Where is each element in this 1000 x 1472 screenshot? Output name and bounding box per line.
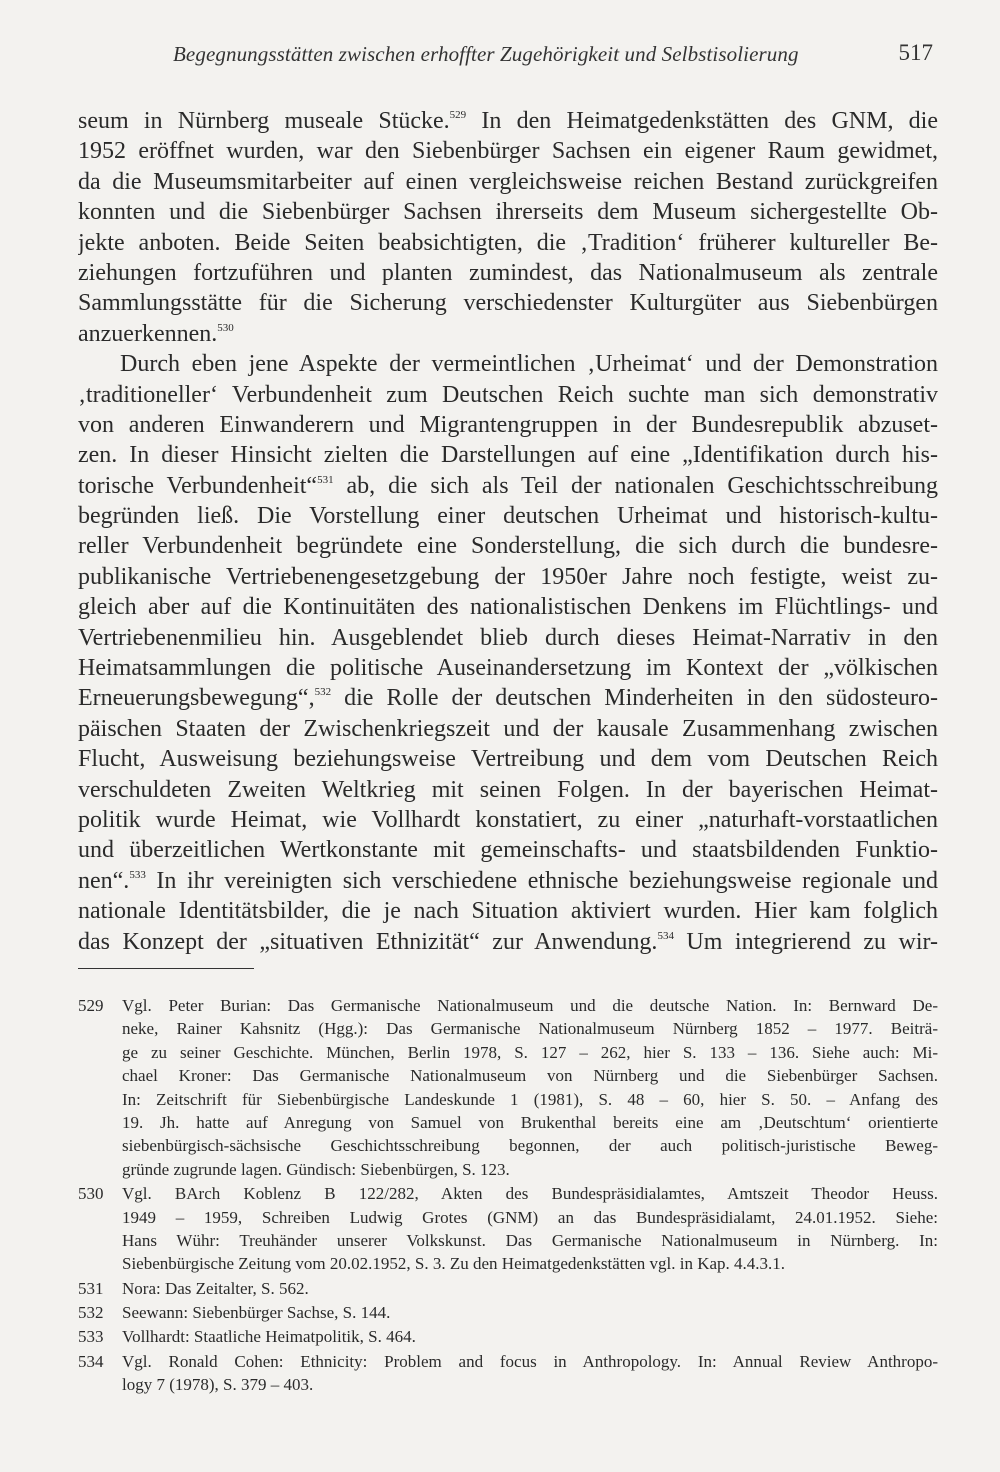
footnote-line: In: Zeitschrift für Siebenbürgische Landeskunde 1 (1981), S. 48 – 60, hier S. 50. – Anfang des: [122, 1089, 938, 1109]
footnote-ref[interactable]: 530: [217, 321, 234, 334]
footnote-line: neke, Rainer Kahsnitz (Hgg.): Das Germanische Nationalmuseum Nürnberg 1852 – 1977. Beiträ-: [122, 1019, 938, 1039]
text-line: seum in Nürnberg museale Stücke.$^{529}$ In den Heimatgedenkstätten des GNM, die: [78, 108, 938, 134]
text-line: das Konzept der „situativen Ethnizität“ zur Anwendung.$^{534}$ Um integrierend zu wir-: [78, 928, 938, 955]
footnote-533: [78, 1325, 938, 1348]
footnote-line: Vgl. BArch Koblenz B 122/282, Akten des Bundespräsidialamtes, Amtszeit Theodor Heuss.: [122, 1184, 938, 1204]
text-line: Heimatsammlungen die politische Auseinandersetzung im Kontext der „völkischen: [78, 655, 938, 682]
footnote-line: 19. Jh. hatte auf Anregung von Samuel von Brukenthal bereits eine am ‚Deutschtum‘ orientierte: [122, 1112, 938, 1132]
text-line: und überzeitlichen Wertkonstante mit gemeinschafts- und staatsbildenden Funktio-: [78, 837, 938, 864]
footnotes: [78, 994, 938, 1398]
footnote-number: 533: [78, 1327, 104, 1347]
footnote-line: siebenbürgisch-sächsische Geschichtsschreibung begonnen, der auch politisch-juristische Beweg-: [122, 1136, 938, 1156]
footnote-line: logy 7 (1978), S. 379 – 403.: [122, 1375, 314, 1395]
footnote-529: [78, 994, 938, 1181]
footnote-ref[interactable]: 533: [129, 868, 146, 881]
footnote-line: Seewann: Siebenbürger Sachse, S. 144.: [122, 1303, 391, 1323]
text-line: ziehungen fortzuführen und planten zumindest, das Nationalmuseum als zentrale: [78, 259, 938, 286]
text-line: verschuldeten Zweiten Weltkrieg mit seinen Folgen. In der bayerischen Heimat-: [78, 776, 938, 803]
text-line: nen“.$^{533}$ In ihr vereinigten sich verschiedene ethnische beziehungsweise regionale und: [78, 867, 938, 894]
text-line: Vertriebenenmilieu hin. Ausgeblendet blieb durch dieses Heimat-Narrativ in den: [78, 624, 938, 651]
text-line: Flucht, Ausweisung beziehungsweise Vertreibung und dem vom Deutschen Reich: [78, 746, 938, 773]
text-line: zen. In dieser Hinsicht zielten die Darstellungen auf eine „Identifikation durch his-: [78, 442, 938, 469]
text-line: gleich aber auf die Kontinuitäten des nationalistischen Denkens im Flüchtlings- und: [78, 594, 938, 621]
footnote-ref[interactable]: 529: [449, 109, 467, 121]
footnote-ref[interactable]: 534: [657, 929, 674, 942]
footnote-ref[interactable]: 531: [317, 473, 334, 486]
footnote-line: 1949 – 1959, Schreiben Ludwig Grotes (GNM) an das Bundespräsidialamt, 24.01.1952. Siehe:: [122, 1207, 938, 1227]
footnote-number: 530: [78, 1184, 104, 1204]
footnote-534: [78, 1350, 938, 1397]
footnote-line: chael Kroner: Das Germanische Nationalmuseum von Nürnberg und die Siebenbürger Sachsen.: [122, 1066, 938, 1086]
footnote-separator: [78, 968, 254, 969]
text-line: Durch eben jene Aspekte der vermeintlichen ‚Urheimat‘ und der Demonstration: [120, 351, 938, 378]
text-line: päischen Staaten der Zwischenkriegszeit und der kausale Zusammenhang zwischen: [78, 715, 938, 742]
footnote-530: [78, 1182, 938, 1276]
running-title: Begegnungsstätten zwischen erhoffter Zugehörigkeit und Selbstisolierung: [173, 42, 799, 66]
footnote-line: Vollhardt: Staatliche Heimatpolitik, S. 464.: [122, 1327, 416, 1347]
footnote-number: 534: [78, 1351, 104, 1371]
text-line: politik wurde Heimat, wie Vollhardt konstatiert, zu einer „naturhaft-vorstaatlichen: [78, 806, 938, 833]
footnote-line: Vgl. Peter Burian: Das Germanische Nationalmuseum und die deutsche Nation. In: Bernward De-: [122, 996, 938, 1015]
text-line: da die Museumsmitarbeiter auf einen vergleichsweise reichen Bestand zurückgreifen: [78, 168, 938, 195]
text-line: publikanische Vertriebenengesetzgebung der 1950er Jahre noch festigte, weist zu-: [78, 563, 938, 590]
footnote-line: ge zu seiner Geschichte. München, Berlin 1978, S. 127 – 262, hier S. 133 – 136. Siehe auch: Mi-: [122, 1042, 938, 1062]
text-line: reller Verbundenheit begründete eine Sonderstellung, die sich durch die bundesre-: [78, 533, 938, 560]
footnote-531: [78, 1277, 938, 1300]
footnote-line: Vgl. Ronald Cohen: Ethnicity: Problem and focus in Anthropology. In: Annual Review Anthropo-: [122, 1351, 938, 1371]
text-line: begründen ließ. Die Vorstellung einer deutschen Urheimat und historisch-kultu-: [78, 503, 938, 530]
text-line: 1952 eröffnet wurden, war den Siebenbürger Sachsen ein eigener Raum gewidmet,: [78, 138, 938, 165]
footnote-line: gründe zugrunde lagen. Gündisch: Siebenbürgen, S. 123.: [122, 1159, 510, 1179]
footnote-line: Hans Wühr: Treuhänder unserer Volkskunst. Das Germanische Nationalmuseum in Nürnberg. In:: [122, 1230, 938, 1250]
text-line: anzuerkennen.$^{530}$: [78, 320, 234, 347]
footnote-number: 531: [78, 1278, 104, 1298]
text-line: konnten und die Siebenbürger Sachsen ihrerseits dem Museum sichergestellte Ob-: [78, 199, 938, 226]
text-line: torische Verbundenheit“$^{531}$ ab, die sich als Teil der nationalen Geschichtsschreibung: [78, 472, 938, 499]
text-line: nationale Identitätsbilder, die je nach Situation aktiviert wurden. Hier kam folglich: [78, 898, 938, 925]
page-number: 517: [898, 40, 933, 65]
footnote-number: 532: [78, 1303, 104, 1323]
text-line: jekte anboten. Beide Seiten beabsichtigten, die ‚Tradition‘ früherer kultureller Be-: [78, 229, 938, 256]
footnote-ref[interactable]: 532: [314, 686, 332, 699]
footnote-line: Siebenbürgische Zeitung vom 20.02.1952, S. 3. Zu den Heimatgedenkstätten vgl. in Kap. 4.4.3.1.: [122, 1254, 786, 1274]
text-line: von anderen Einwanderern und Migrantengruppen in der Bundesrepublik abzuset-: [78, 411, 938, 438]
footnote-line: Nora: Das Zeitalter, S. 562.: [122, 1278, 309, 1298]
text-line: ‚traditioneller‘ Verbundenheit zum Deutschen Reich suchte man sich demonstrativ: [78, 381, 938, 408]
text-line: Sammlungsstätte für die Sicherung verschiedenster Kulturgüter aus Siebenbürgen: [78, 290, 938, 317]
footnote-532: [78, 1301, 938, 1324]
text-line: Erneuerungsbewegung“,$^{532}$ die Rolle der deutschen Minderheiten in den südosteuro-: [78, 685, 938, 712]
running-head: [173, 42, 933, 74]
body-text: [78, 106, 938, 957]
footnote-number: 529: [78, 996, 104, 1015]
